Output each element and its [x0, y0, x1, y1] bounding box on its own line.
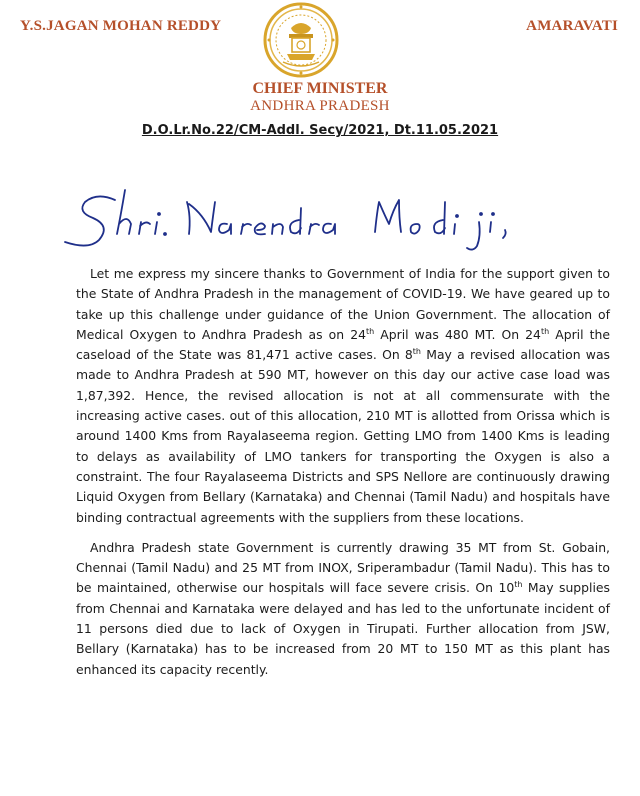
salutation-text: Shri. Narendra Modi ji, [55, 186, 67, 187]
state-emblem-icon [261, 2, 341, 80]
paragraph-1: Let me express my sincere thanks to Government of India for the support given to the State of Andhra Pradesh in the management of COVID-19. We have geared up to take up this challenge under guidance of the Union Government. The allocation of Medical Oxygen to Andhra Pradesh as on 24th April was 480 MT. On 24th April the caseload of the State was 81,471 active cases. On 8th May a revised allocation was made to Andhra Pradesh at 590 MT, however on this day our active case load was 1,87,392. Hence, the revised allocation is not at all commensurate with the increasing active cases. out of this allocation, 210 MT is allotted from Orissa which is around 1400 Kms from Rayalaseema region. Getting LMO from 1400 Kms is leading to delays as availability of LMO tankers for transporting the Oxygen is also a constraint. The four Rayalaseema Districts and SPS Nellore are continuously drawing Liquid Oxygen from Bellary (Karnataka) and Chennai (Tamil Nadu) and hospitals have binding contractual agreements with the suppliers from these locations. [76, 266, 610, 525]
paragraph-2: Andhra Pradesh state Government is currently drawing 35 MT from St. Gobain, Chennai (Tamil Nadu) and 25 MT from INOX, Sriperambadur (Tamil Nadu). This has to be maintained, otherwise our hospitals will face severe crisis. On 10th May supplies from Chennai and Karnataka were delayed and has led to the unfortunate incident of 11 persons died due to lack of Oxygen in Tirupati. Further allocation from JSW, Bellary (Karnataka) has to be increased from 20 MT to 150 MT as this plant has enhanced its capacity recently. [76, 539, 610, 677]
sender-location: AMARAVATI [526, 18, 618, 34]
office-state: ANDHRA PRADESH [250, 98, 390, 114]
sender-name: Y.S.JAGAN MOHAN REDDY [20, 18, 222, 34]
office-title: CHIEF MINISTER [252, 80, 388, 97]
letter-reference: D.O.Lr.No.22/CM-Addl. Secy/2021, Dt.11.05.2021 [141, 123, 499, 138]
letter-body [76, 264, 610, 680]
handwritten-salutation [55, 186, 535, 256]
